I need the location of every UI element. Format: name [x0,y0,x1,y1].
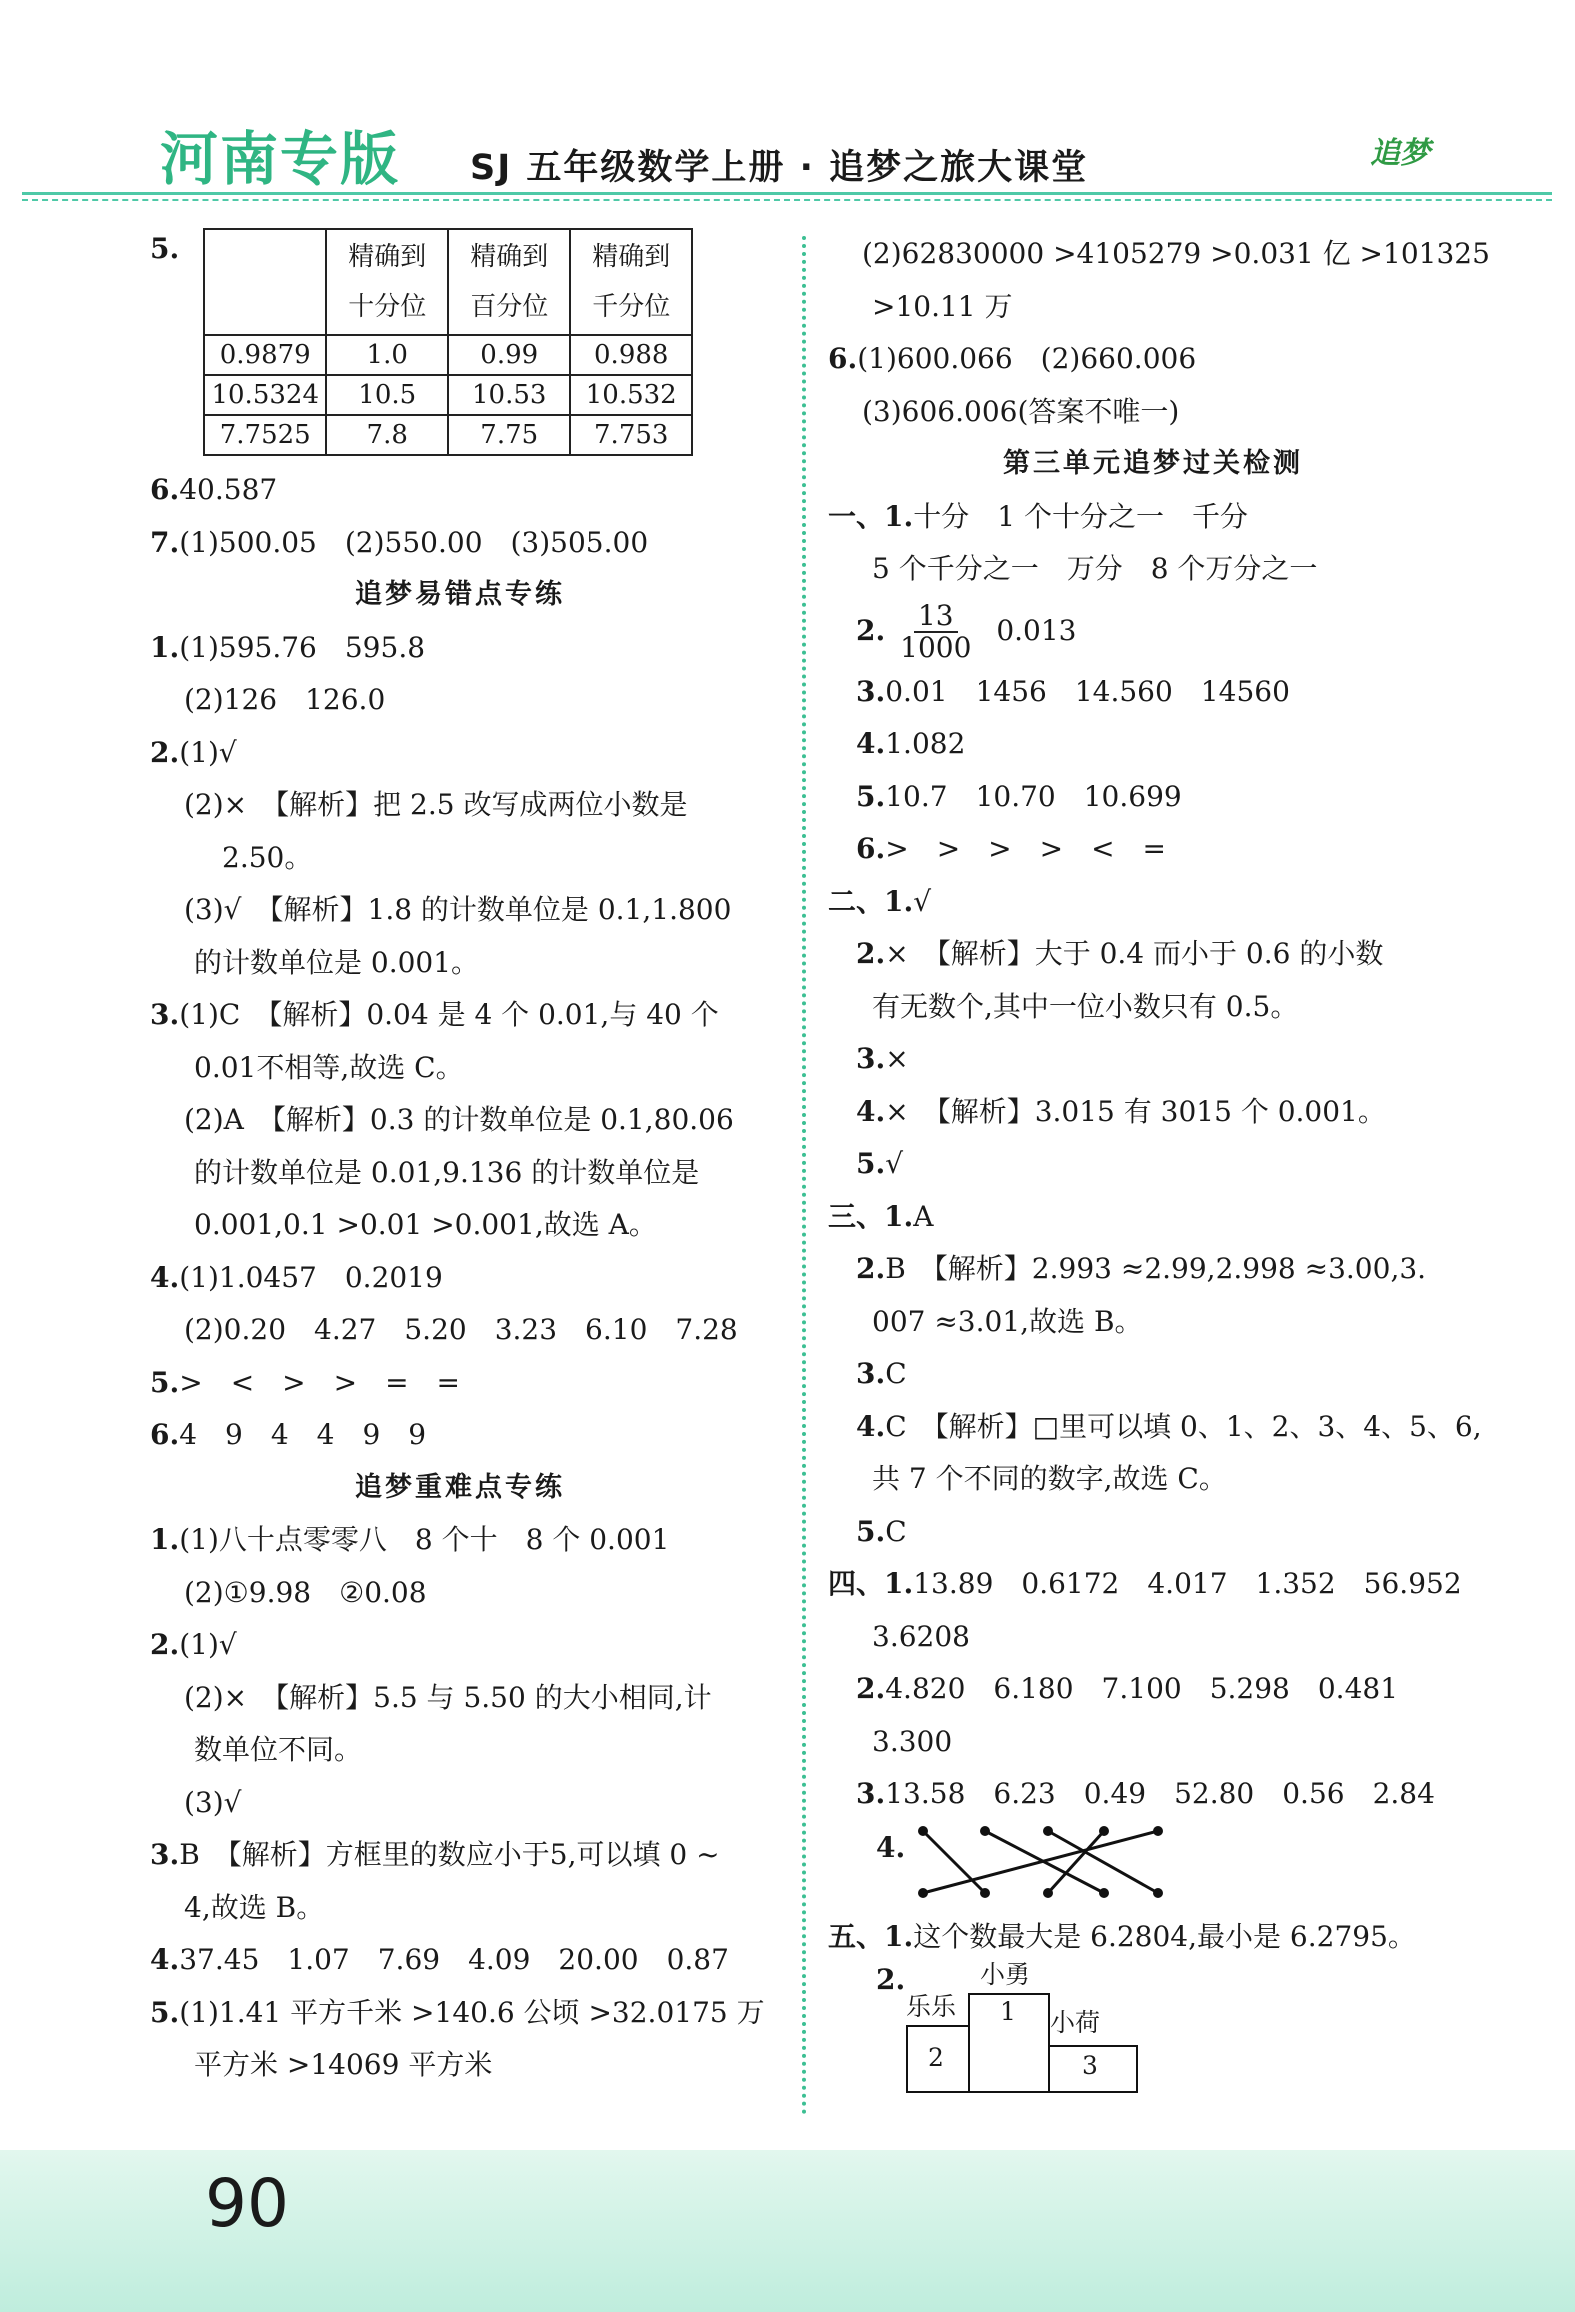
answer-text: 5 个千分之一 万分 8 个万分之一 [872,552,1318,585]
question-number: 6. [856,832,886,865]
answer-text: × 【解析】3.015 有 3015 个 0.001。 [885,1094,1386,1128]
table-cell: 10.5 [326,375,448,415]
answer-line [150,1672,770,1725]
answer-line [150,1199,770,1252]
answer-line [828,333,1478,386]
page-number: 90 [205,2165,289,2242]
answer-line [150,832,770,885]
question-number: 2. [876,1963,906,1996]
answer-line [150,2039,770,2092]
answer-text: 数单位不同。 [194,1733,363,1766]
answer-line [828,1768,1478,1821]
table-cell: 10.5324 [204,375,326,415]
podium-place-second: 2 [928,2043,944,2072]
answer-text: (2)①9.98 ②0.08 [184,1575,427,1609]
answer-line [150,1724,770,1777]
answer-text: 2.50。 [222,840,313,874]
answer-line [150,1619,770,1672]
table-cell: 7.8 [326,415,448,455]
answer-text: 有无数个,其中一位小数只有 0.5。 [872,989,1299,1023]
answer-line [828,228,1490,281]
section-title: 追梦重难点专练 [355,1471,565,1503]
answer-text: (1)1.0457 0.2019 [179,1260,443,1294]
question-number: 四、1. [828,1567,914,1600]
section-error-prone [150,622,770,1462]
question-number: 1. [150,630,180,664]
answer-line [828,386,1478,439]
answer-text: A [913,1199,934,1233]
table-row [204,335,692,375]
question-number: 1. [150,1523,180,1556]
table-row [204,375,692,415]
table-cell: 7.753 [570,415,692,455]
series-logo: 追梦 [1370,136,1430,171]
answer-line: 五、1.这个数最大是 6.2804,最小是 6.2795。 [828,1919,1416,1953]
podium-name-first: 小勇 [980,1960,1031,1989]
podium-block [828,1960,1478,2103]
answer-line [150,1934,770,1987]
match-line [923,1831,1158,1893]
answer-text: 4 9 4 4 9 9 [179,1418,427,1451]
table-cell: 7.7525 [204,415,326,455]
answer-text: (1)√ [179,735,237,769]
answer-text: (2)A 【解析】0.3 的计数单位是 0.1,80.06 [184,1103,734,1136]
answer-line [150,1882,770,1935]
answer-line [828,1296,1478,1349]
answer-text: > < > > = = [179,1365,461,1399]
answer-text: (3)606.006(答案不唯一) [862,394,1180,428]
answer-line [150,884,770,937]
answer-line [150,779,770,832]
answer-line [828,771,1478,824]
question-number: 3. [150,998,180,1031]
part-four [828,1558,1478,1821]
question-number: 4. [856,727,886,760]
podium-name-second: 乐乐 [906,1992,957,2021]
answer-line [150,1042,770,1095]
question-number: 4. [856,1409,886,1443]
table-header-row [204,229,692,335]
answer-text: 10.7 10.70 10.699 [885,779,1182,813]
answer-line [150,1514,770,1567]
answer-line [150,1252,770,1305]
table-header-cell: 精确到 十分位 [326,229,448,335]
question-number: 2. [856,1672,886,1705]
question-number: 4. [150,1943,180,1976]
page-header [0,0,1575,200]
header-rule [22,192,1552,195]
answer-line [828,1138,1478,1191]
answer-line [828,1191,1478,1244]
answer-text: √ [885,1147,904,1180]
question-number: 三、1. [828,1199,914,1233]
answer-line: 7.(1)500.05 (2)550.00 (3)505.00 [150,525,649,559]
fraction: $\frac{13}{1000}$ [900,599,972,664]
question-number: 6. [150,1418,180,1451]
answer-line [150,1829,770,1882]
table-cell: 10.532 [570,375,692,415]
answer-line [828,876,1478,929]
answer-text: (3)√ 【解析】1.8 的计数单位是 0.1,1.800 [184,893,732,926]
answer-line [828,823,1478,876]
answer-line [828,281,1478,334]
answer-line [150,1409,770,1462]
answer-text: (1)√ [179,1628,237,1661]
right-column [828,228,1490,2103]
answer-line [828,1611,1478,1664]
answer-text: (2)62830000 >4105279 >0.031 亿 >101325 [862,237,1490,270]
podium-name-third: 小荷 [1050,2008,1101,2037]
question-number: 5. [856,1514,886,1548]
answer-line [828,666,1478,719]
question-number: 3. [856,1357,886,1390]
answer-line [150,1987,770,2040]
table-row [204,415,692,455]
question-5-table-block [150,228,770,464]
question-number: 一、1. [828,499,914,533]
question-number: 3. [856,1042,886,1075]
part-one-continued [828,666,1478,876]
answer-line [150,989,770,1042]
answer-text: × [885,1042,909,1075]
answer-line [828,1558,1478,1611]
answer-line [150,1357,770,1410]
answer-line [150,727,770,780]
table-cell: 1.0 [326,335,448,375]
answer-text: (3)√ [184,1785,242,1819]
answer-line [828,928,1478,981]
answer-text: 4,故选 B。 [184,1890,325,1924]
answer-text: × 【解析】大于 0.4 而小于 0.6 的小数 [885,937,1384,970]
question-number: 3. [150,1838,180,1871]
question-number: 4. [856,1094,886,1128]
matching-diagram-block [828,1821,1478,1911]
answer-text: (1)八十点零零八 8 个十 8 个 0.001 [179,1523,670,1556]
answer-text: (2)126 126.0 [184,683,386,716]
answer-text: (2)× 【解析】5.5 与 5.50 的大小相同,计 [184,1680,712,1714]
part-one [828,491,1478,596]
match-line [1048,1831,1104,1893]
answer-text: 0.001,0.1 >0.01 >0.001,故选 A。 [194,1208,657,1241]
answer-text: >10.11 万 [872,289,1013,323]
answer-text: (2)0.20 4.27 5.20 3.23 6.10 7.28 [184,1313,738,1346]
answer-line [150,1304,770,1357]
table-cell: 0.9879 [204,335,326,375]
answer-line [828,1716,1478,1769]
question-number: 二、1. [828,884,914,918]
table-cell: 0.988 [570,335,692,375]
question-number: 2. [150,735,180,769]
answer-text: (1)C 【解析】0.04 是 4 个 0.01,与 40 个 [179,998,719,1031]
answer-text: 007 ≈3.01,故选 B。 [872,1304,1143,1338]
answer-text: 0.01 1456 14.560 14560 [885,674,1290,708]
part-two [828,876,1478,1191]
answer-text: √ [913,884,932,918]
answer-text: 3.300 [872,1724,953,1758]
answer-text: 的计数单位是 0.001。 [194,945,480,979]
answer-line [828,1663,1478,1716]
answer-line [828,1033,1478,1086]
section-title: 第三单元追梦过关检测 [1003,448,1303,479]
question-number: 3. [856,674,886,708]
answer-line [828,491,1478,544]
answer-text: 共 7 个不同的数字,故选 C。 [872,1462,1227,1495]
answer-text: (1)600.066 (2)660.006 [857,342,1197,375]
section-key-difficult [150,1514,770,2092]
section-title: 追梦易错点专练 [355,579,565,610]
question-number: 5. [856,779,886,813]
left-column [150,228,770,2092]
table-header-cell [204,229,326,335]
answer-text: (1)595.76 595.8 [179,630,426,664]
answer-line [150,1147,770,1200]
question-number: 5. [150,1365,180,1399]
answer-line [828,1348,1478,1401]
answer-text: C [885,1514,907,1548]
matching-diagram [908,1821,1168,1901]
answer-line-fraction: 2. $\frac{13}{1000}$ 0.013 [856,599,1077,664]
answer-line [828,1401,1482,1454]
podium-place-third: 3 [1082,2051,1098,2080]
answer-line [828,1506,1478,1559]
question-number: 3. [856,1777,886,1810]
question-number: 2. [856,1252,886,1285]
answer-text: 0.01不相等,故选 C。 [194,1050,464,1084]
question-number: 5. [150,1995,180,2029]
match-line [1048,1831,1158,1893]
answer-line [828,981,1478,1034]
answer-text: (2)× 【解析】把 2.5 改写成两位小数是 [184,788,688,821]
table-cell: 7.75 [448,415,570,455]
answer-line [150,622,770,675]
rounding-table [203,228,693,456]
answer-text: (1)1.41 平方千米 >140.6 公顷 >32.0175 万 [179,1995,765,2029]
answer-text: 4.820 6.180 7.100 5.298 0.481 [885,1672,1399,1705]
column-divider [802,236,806,2116]
question-number: 4. [150,1260,180,1294]
answer-line [150,674,770,727]
question-number: 6. [828,342,858,375]
answer-line: 6.40.587 [150,473,278,506]
answer-text: 的计数单位是 0.01,9.136 的计数单位是 [194,1155,700,1189]
answer-text: 13.89 0.6172 4.017 1.352 56.952 [913,1567,1462,1600]
question-number: 2. [856,937,886,970]
answer-text: 13.58 6.23 0.49 52.80 0.56 2.84 [885,1777,1435,1810]
book-title: SJ 五年级数学上册 · 追梦之旅大课堂 [470,148,1089,188]
answer-text: C 【解析】□里可以填 0、1、2、3、4、5、6, [885,1409,1482,1443]
answer-line [828,1453,1478,1506]
answer-line [828,1086,1478,1139]
answer-text: 1.082 [885,727,966,760]
answer-text: B 【解析】方框里的数应小于5,可以填 0 ~ [179,1838,720,1871]
answer-text: 3.6208 [872,1619,970,1653]
continued-answers [828,228,1490,438]
table-cell: 10.53 [448,375,570,415]
question-number: 5. [856,1147,886,1180]
answer-text: 37.45 1.07 7.69 4.09 20.00 0.87 [179,1943,729,1976]
answer-text: > > > > < = [885,832,1167,865]
answer-text: B 【解析】2.993 ≈2.99,2.998 ≈3.00,3. [885,1252,1427,1285]
part-three [828,1191,1482,1559]
answer-line [828,543,1478,596]
answer-line [150,1777,770,1830]
table-cell: 0.99 [448,335,570,375]
podium-place-first: 1 [1000,1997,1016,2026]
header-rule-dashed [22,199,1552,201]
table-header-cell: 精确到 千分位 [570,229,692,335]
question-number: 4. [876,1830,906,1864]
podium-diagram [906,1960,1146,2093]
answer-text: C [885,1357,907,1390]
answer-line [150,937,770,990]
question-number: 2. [150,1628,180,1661]
answer-text: 十分 1 个十分之一 千分 [913,499,1248,533]
answer-line [828,1243,1478,1296]
answer-line [150,1567,770,1620]
question-number: 5. [150,232,180,265]
answer-text: 平方米 >14069 平方米 [194,2048,493,2081]
edition-brand: 河南专版 [160,125,401,193]
answer-line [150,1094,770,1147]
answer-line [828,718,1478,771]
table-header-cell: 精确到 百分位 [448,229,570,335]
